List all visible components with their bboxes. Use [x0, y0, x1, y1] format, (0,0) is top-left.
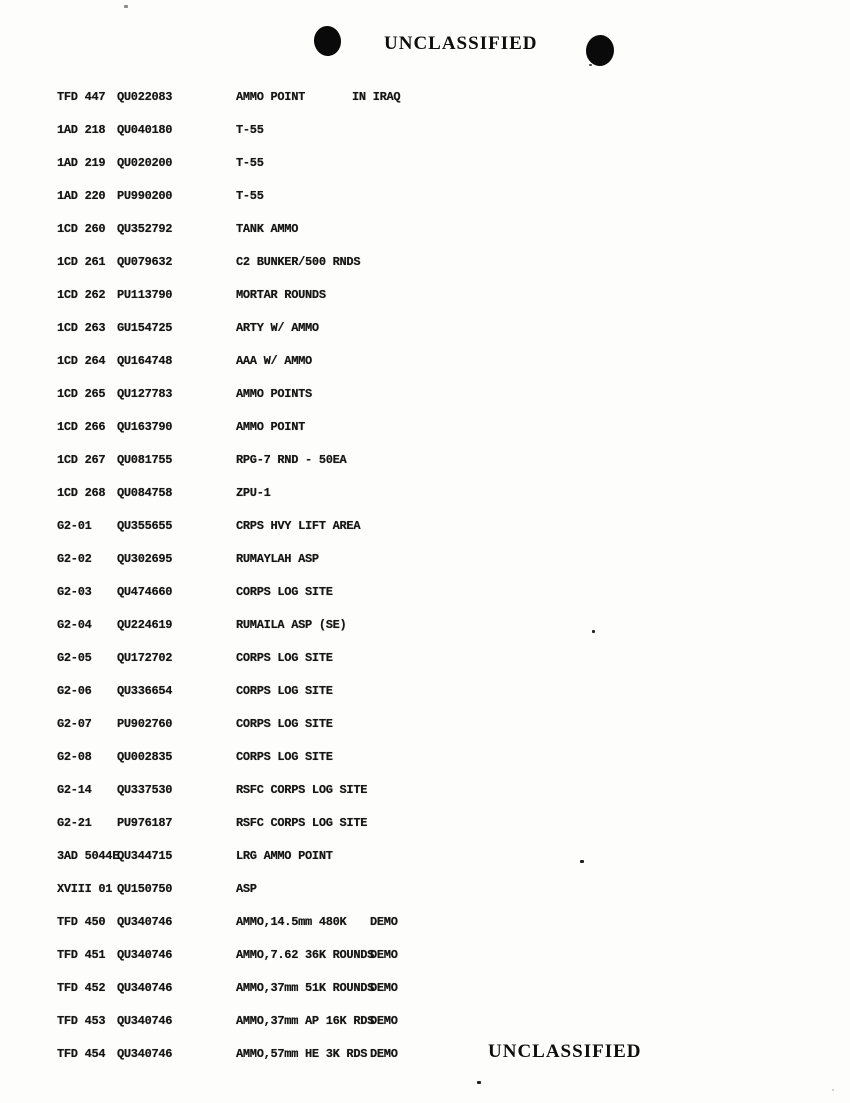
- row-designator: 1CD 264: [57, 354, 106, 368]
- row-description: TANK AMMO: [236, 222, 299, 236]
- table-row: [0, 519, 850, 534]
- table-row: [0, 882, 850, 897]
- table-row: [0, 1014, 850, 1029]
- row-description: CRPS HVY LIFT AREA: [236, 519, 361, 533]
- row-note: DEMO: [370, 948, 398, 962]
- row-grid-reference: QU340746: [117, 948, 173, 962]
- row-description: AMMO POINT: [236, 90, 306, 104]
- row-grid-reference: QU040180: [117, 123, 173, 137]
- row-grid-reference: QU164748: [117, 354, 173, 368]
- table-row: [0, 948, 850, 963]
- row-designator: 1CD 262: [57, 288, 106, 302]
- row-description: ZPU-1: [236, 486, 271, 500]
- row-grid-reference: QU224619: [117, 618, 173, 632]
- table-row: [0, 123, 850, 138]
- table-row: [0, 156, 850, 171]
- table-row: [0, 1047, 850, 1062]
- table-row: [0, 255, 850, 270]
- scan-speck: [832, 1089, 834, 1091]
- row-description: CORPS LOG SITE: [236, 750, 333, 764]
- row-note: DEMO: [370, 1014, 398, 1028]
- table-row: [0, 189, 850, 204]
- row-grid-reference: QU081755: [117, 453, 173, 467]
- row-grid-reference: QU340746: [117, 1047, 173, 1061]
- row-designator: G2-14: [57, 783, 92, 797]
- row-designator: 1CD 260: [57, 222, 106, 236]
- row-designator: TFD 450: [57, 915, 106, 929]
- table-row: [0, 321, 850, 336]
- table-row: [0, 816, 850, 831]
- row-designator: G2-02: [57, 552, 92, 566]
- table-row: [0, 981, 850, 996]
- table-row: [0, 651, 850, 666]
- row-designator: 1AD 218: [57, 123, 106, 137]
- row-description: MORTAR ROUNDS: [236, 288, 326, 302]
- classification-footer: UNCLASSIFIED: [488, 1041, 642, 1062]
- row-grid-reference: QU022083: [117, 90, 173, 104]
- row-designator: 3AD 5044E: [57, 849, 120, 863]
- row-grid-reference: QU079632: [117, 255, 173, 269]
- row-designator: G2-04: [57, 618, 92, 632]
- row-grid-reference: QU355655: [117, 519, 173, 533]
- row-description: RSFC CORPS LOG SITE: [236, 783, 368, 797]
- table-row: [0, 849, 850, 864]
- row-description: RPG-7 RND - 50EA: [236, 453, 347, 467]
- table-row: [0, 387, 850, 402]
- row-description: RSFC CORPS LOG SITE: [236, 816, 368, 830]
- row-description: CORPS LOG SITE: [236, 585, 333, 599]
- row-designator: G2-01: [57, 519, 92, 533]
- row-designator: G2-08: [57, 750, 92, 764]
- row-description: LRG AMMO POINT: [236, 849, 333, 863]
- table-row: [0, 222, 850, 237]
- classification-header: UNCLASSIFIED: [384, 33, 538, 54]
- table-row: [0, 717, 850, 732]
- table-row: [0, 453, 850, 468]
- row-grid-reference: QU172702: [117, 651, 173, 665]
- row-grid-reference: PU113790: [117, 288, 173, 302]
- row-description: ARTY W/ AMMO: [236, 321, 319, 335]
- table-row: [0, 915, 850, 930]
- row-designator: XVIII 01: [57, 882, 113, 896]
- row-designator: G2-03: [57, 585, 92, 599]
- row-designator: TFD 454: [57, 1047, 106, 1061]
- row-description: CORPS LOG SITE: [236, 651, 333, 665]
- row-description: AMMO,37mm 51K ROUNDS: [236, 981, 375, 995]
- row-note: DEMO: [370, 981, 398, 995]
- row-description: AAA W/ AMMO: [236, 354, 312, 368]
- row-description: AMMO,57mm HE 3K RDS: [236, 1047, 368, 1061]
- table-row: [0, 288, 850, 303]
- row-designator: TFD 453: [57, 1014, 106, 1028]
- row-note: DEMO: [370, 1047, 398, 1061]
- row-description: ASP: [236, 882, 257, 896]
- row-description: AMMO POINTS: [236, 387, 312, 401]
- row-grid-reference: QU002835: [117, 750, 173, 764]
- table-row: [0, 90, 850, 105]
- scan-speck: [592, 630, 595, 633]
- row-grid-reference: PU976187: [117, 816, 173, 830]
- table-row: [0, 684, 850, 699]
- row-designator: 1CD 263: [57, 321, 106, 335]
- row-description: RUMAILA ASP (SE): [236, 618, 347, 632]
- row-grid-reference: QU474660: [117, 585, 173, 599]
- row-grid-reference: QU163790: [117, 420, 173, 434]
- row-designator: 1CD 266: [57, 420, 106, 434]
- row-designator: 1CD 265: [57, 387, 106, 401]
- row-description: T-55: [236, 123, 264, 137]
- row-location: IN IRAQ: [352, 90, 401, 104]
- row-description: T-55: [236, 156, 264, 170]
- row-designator: 1CD 268: [57, 486, 106, 500]
- row-designator: 1CD 267: [57, 453, 106, 467]
- table-row: [0, 420, 850, 435]
- row-description: CORPS LOG SITE: [236, 717, 333, 731]
- row-description: C2 BUNKER/500 RNDS: [236, 255, 361, 269]
- row-description: CORPS LOG SITE: [236, 684, 333, 698]
- row-grid-reference: QU336654: [117, 684, 173, 698]
- row-grid-reference: QU340746: [117, 981, 173, 995]
- row-grid-reference: QU020200: [117, 156, 173, 170]
- row-description: AMMO POINT: [236, 420, 306, 434]
- row-note: DEMO: [370, 915, 398, 929]
- row-grid-reference: PU990200: [117, 189, 173, 203]
- row-grid-reference: QU344715: [117, 849, 173, 863]
- row-designator: TFD 452: [57, 981, 106, 995]
- table-row: [0, 618, 850, 633]
- row-description: AMMO,7.62 36K ROUNDS: [236, 948, 375, 962]
- row-description: AMMO,14.5mm 480K: [236, 915, 347, 929]
- row-description: RUMAYLAH ASP: [236, 552, 319, 566]
- row-description: T-55: [236, 189, 264, 203]
- table-row: [0, 354, 850, 369]
- row-description: AMMO,37mm AP 16K RDS: [236, 1014, 375, 1028]
- row-grid-reference: QU337530: [117, 783, 173, 797]
- table-row: [0, 750, 850, 765]
- scan-speck: [477, 1081, 481, 1084]
- row-designator: G2-21: [57, 816, 92, 830]
- row-grid-reference: QU150750: [117, 882, 173, 896]
- row-designator: G2-07: [57, 717, 92, 731]
- table-row: [0, 585, 850, 600]
- table-row: [0, 783, 850, 798]
- row-grid-reference: QU340746: [117, 1014, 173, 1028]
- row-designator: 1AD 220: [57, 189, 106, 203]
- row-grid-reference: QU127783: [117, 387, 173, 401]
- row-designator: TFD 447: [57, 90, 106, 104]
- row-designator: 1CD 261: [57, 255, 106, 269]
- scan-speck: [580, 860, 584, 863]
- table-row: [0, 552, 850, 567]
- row-grid-reference: QU302695: [117, 552, 173, 566]
- row-designator: 1AD 219: [57, 156, 106, 170]
- row-designator: G2-05: [57, 651, 92, 665]
- row-grid-reference: PU902760: [117, 717, 173, 731]
- row-designator: TFD 451: [57, 948, 106, 962]
- row-grid-reference: GU154725: [117, 321, 173, 335]
- row-grid-reference: QU340746: [117, 915, 173, 929]
- table-row: [0, 486, 850, 501]
- row-grid-reference: QU084758: [117, 486, 173, 500]
- row-grid-reference: QU352792: [117, 222, 173, 236]
- row-designator: G2-06: [57, 684, 92, 698]
